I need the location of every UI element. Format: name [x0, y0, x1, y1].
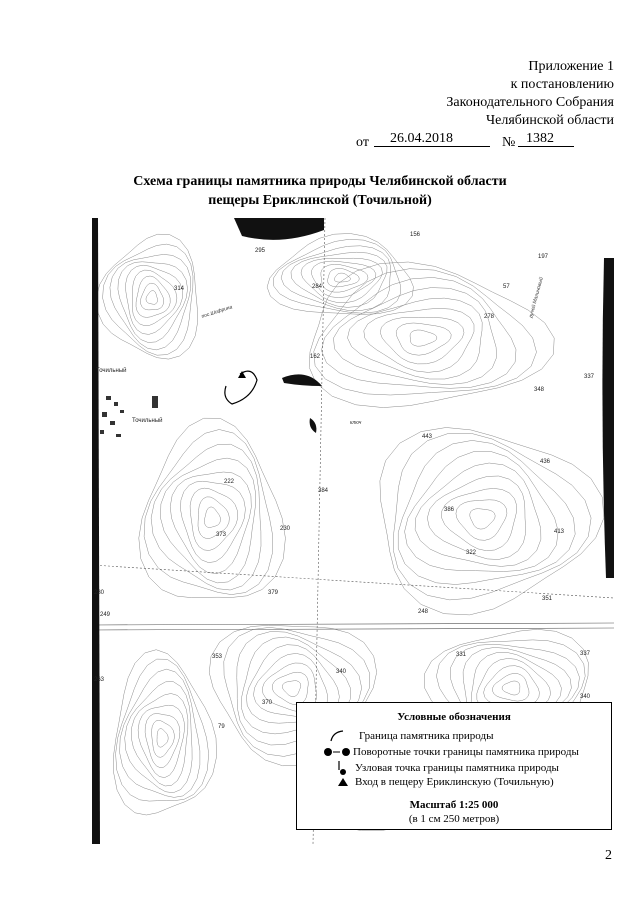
elevation-label: 249: [100, 612, 111, 618]
annex-line-3: Законодательного Собрания: [446, 95, 614, 110]
elevation-label: 443: [422, 434, 433, 440]
elevation-label: 156: [410, 232, 421, 238]
elevation-label: 436: [540, 459, 551, 465]
elevation-label: 278: [484, 314, 495, 320]
map-legend: [296, 702, 612, 830]
building: [102, 412, 107, 417]
legend-scale-note: (в 1 см 250 метров): [408, 813, 500, 825]
place-label: Точильный: [96, 368, 127, 374]
cave-entrance-icon: [337, 777, 349, 787]
legend-label-node-point: Узловая точка границы памятника природы: [355, 762, 559, 774]
annex-date: 26.04.2018: [390, 131, 453, 146]
elevation-label: 263: [94, 677, 105, 683]
boundary-line-icon: [329, 729, 345, 743]
elevation-label: 384: [318, 488, 329, 494]
elevation-label: 230: [280, 526, 291, 532]
annex-block: [354, 58, 614, 150]
annex-line-4: Челябинской области: [486, 113, 614, 128]
title-line-2: пещеры Ериклинской (Точильной): [208, 193, 432, 208]
elevation-label: 284: [312, 284, 323, 290]
page-title: [0, 172, 640, 210]
page-number: 2: [605, 848, 612, 863]
elevation-label: 370: [262, 700, 273, 706]
place-label: ручей Малиновый: [528, 276, 545, 319]
legend-title: Условные обозначения: [397, 711, 511, 723]
turning-points-icon: [323, 746, 353, 758]
elevation-label: 340: [580, 694, 591, 700]
elevation-label: 386: [444, 507, 455, 513]
legend-scale: Масштаб 1:25 000: [409, 799, 499, 811]
annex-line-2: к постановлению: [510, 77, 614, 92]
elevation-label: 331: [456, 652, 467, 658]
building: [100, 430, 104, 434]
place-label: ключ: [350, 420, 362, 426]
legend-label-boundary: Граница памятника природы: [359, 730, 494, 742]
elevation-label: 337: [584, 374, 595, 380]
building: [152, 396, 158, 408]
elevation-label: 353: [212, 654, 223, 660]
from-label: от: [356, 135, 369, 150]
number-label: №: [502, 135, 516, 150]
elevation-label: 79: [218, 724, 225, 730]
elevation-label: 57: [503, 284, 510, 290]
legend-item-node-point: [297, 761, 611, 776]
date-underline: [374, 146, 490, 147]
annex-dateline: [354, 130, 614, 150]
elevation-label: 379: [268, 590, 279, 596]
elevation-label: 314: [174, 286, 185, 292]
annex-line-1: Приложение 1: [528, 59, 614, 74]
legend-label-turning-points: Поворотные точки границы памятника природы: [353, 746, 579, 758]
building: [114, 402, 118, 406]
place-label: Точильный: [132, 418, 163, 424]
elevation-label: 348: [534, 387, 545, 393]
elevation-label: 322: [466, 550, 477, 556]
elevation-label: 280: [94, 590, 105, 596]
place-label: пос.Шифрина: [200, 304, 234, 320]
elevation-label: 351: [542, 596, 553, 602]
legend-item-cave-entrance: [297, 775, 611, 790]
building: [106, 396, 111, 400]
elevation-label: 248: [418, 609, 429, 615]
legend-item-boundary: [297, 729, 611, 744]
elevation-label: 337: [580, 651, 591, 657]
building: [120, 410, 124, 413]
elevation-label: 222: [224, 479, 235, 485]
elevation-label: 373: [216, 532, 227, 538]
legend-item-turning-points: [297, 745, 611, 760]
title-line-1: Схема границы памятника природы Челябинской области: [133, 174, 507, 189]
legend-label-cave-entrance: Вход в пещеру Ериклинскую (Точильную): [355, 776, 554, 788]
elevation-label: 340: [336, 669, 347, 675]
building: [110, 421, 115, 425]
annex-number: 1382: [526, 131, 554, 146]
elevation-label: 295: [255, 248, 266, 254]
building: [116, 434, 121, 437]
elevation-label: 162: [310, 354, 321, 360]
number-underline: [518, 146, 574, 147]
elevation-label: 197: [538, 254, 549, 260]
elevation-label: 413: [554, 529, 565, 535]
